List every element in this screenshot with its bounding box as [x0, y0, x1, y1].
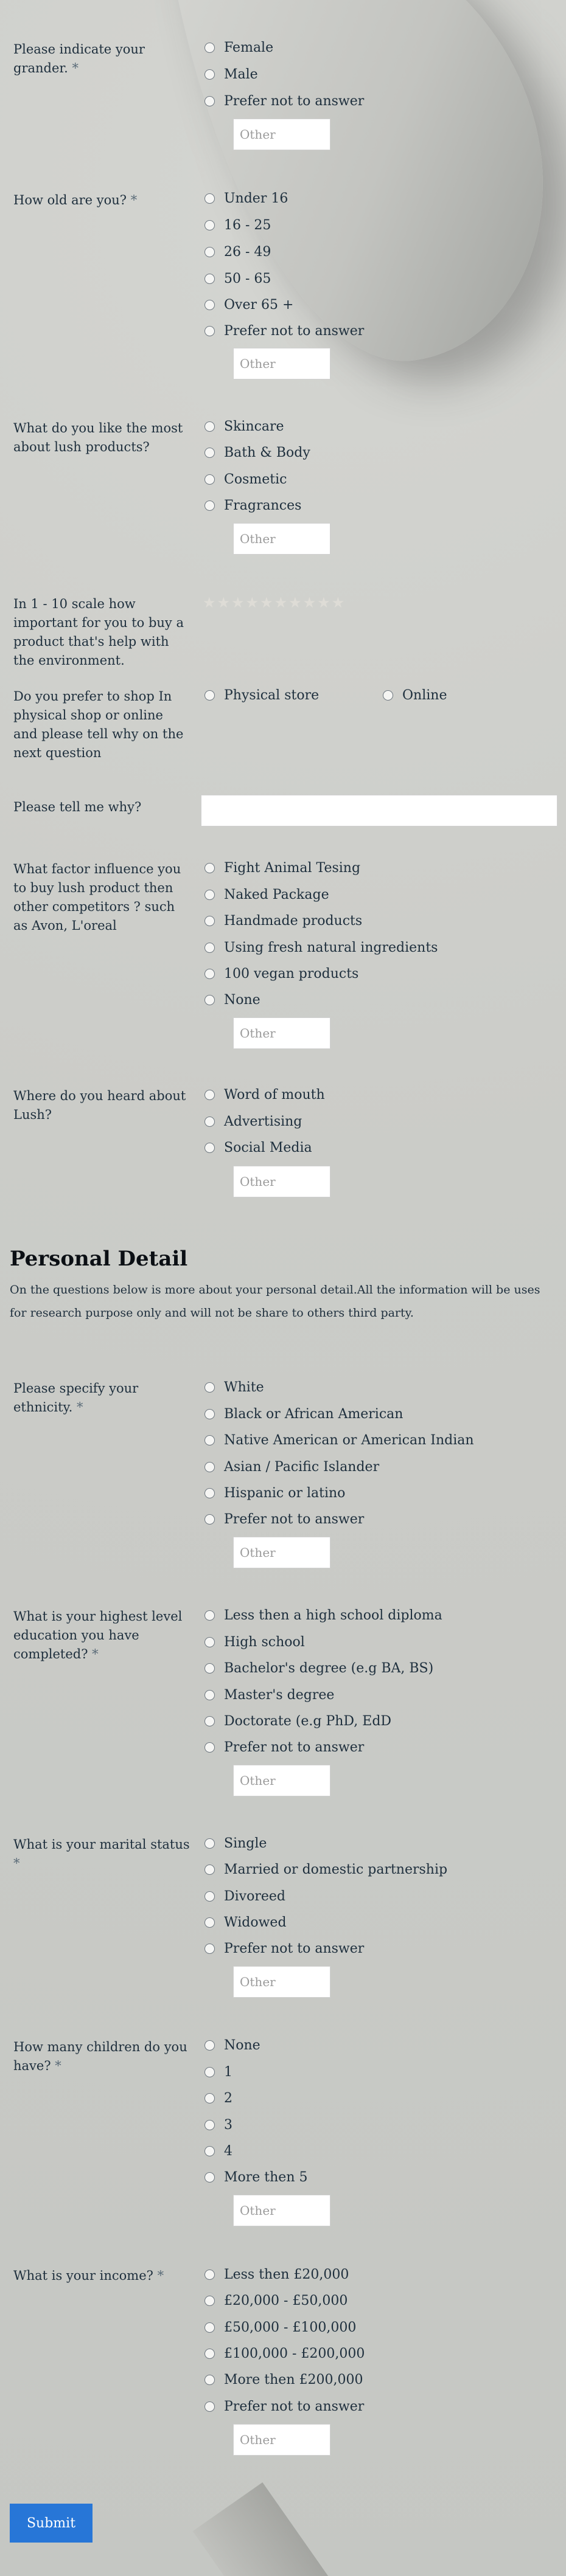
background-stripe-shape: [193, 2482, 368, 2576]
option-marital-widowed[interactable]: Widowed: [204, 1913, 287, 1931]
radio-button[interactable]: [383, 690, 393, 701]
radio-button[interactable]: [204, 2120, 215, 2130]
education-other-input[interactable]: [233, 1765, 330, 1796]
option-ethnicity-white[interactable]: White: [204, 1378, 264, 1396]
required-mark: *: [13, 1856, 20, 1871]
radio-button[interactable]: [204, 2172, 215, 2183]
radio-button[interactable]: [204, 1838, 215, 1849]
required-mark: *: [130, 193, 138, 207]
radio-button[interactable]: [204, 690, 215, 701]
radio-button[interactable]: [204, 1663, 215, 1674]
radio-button[interactable]: [204, 2093, 215, 2103]
star-icon[interactable]: ★: [231, 594, 245, 611]
income-other-input[interactable]: [233, 2424, 330, 2456]
age-other-input[interactable]: [233, 348, 330, 379]
star-icon[interactable]: ★: [203, 594, 216, 611]
question-factor: What factor influence you to buy lush product then other competitors ? such as Avon, L'oreal: [13, 862, 181, 933]
option-factor-animal-testing[interactable]: Fight Animal Tesing: [204, 859, 360, 877]
question-ethnicity: Please specify your ethnicity. *: [13, 1381, 139, 1414]
radio-button[interactable]: [204, 1117, 215, 1127]
option-ethnicity-hispanic[interactable]: Hispanic or latino: [204, 1484, 345, 1502]
option-children-more-5[interactable]: More then 5: [204, 2168, 308, 2186]
option-likes-skincare[interactable]: Skincare: [204, 417, 284, 435]
option-children-3[interactable]: 3: [204, 2116, 232, 2134]
children-other-input[interactable]: [233, 2195, 330, 2226]
option-education-master[interactable]: Master's degree: [204, 1686, 334, 1704]
radio-button[interactable]: [204, 969, 215, 979]
radio-button[interactable]: [204, 1716, 215, 1726]
radio-button[interactable]: [204, 247, 215, 257]
option-children-2[interactable]: 2: [204, 2089, 232, 2107]
radio-button[interactable]: [204, 69, 215, 80]
option-marital-prefer-not[interactable]: Prefer not to answer: [204, 1939, 364, 1958]
star-icon[interactable]: ★: [217, 594, 231, 611]
radio-button[interactable]: [204, 474, 215, 485]
option-factor-vegan[interactable]: 100 vegan products: [204, 964, 358, 983]
star-icon[interactable]: ★: [317, 594, 330, 611]
required-mark: *: [55, 2058, 61, 2073]
radio-button[interactable]: [204, 2322, 215, 2333]
radio-button[interactable]: [204, 193, 215, 204]
option-gender-male[interactable]: Male: [204, 65, 258, 83]
option-marital-married[interactable]: Married or domestic partnership: [204, 1860, 447, 1878]
question-scale: In 1 - 10 scale how important for you to buy a product that's help with the environment.: [13, 597, 184, 668]
option-gender-female[interactable]: Female: [204, 38, 273, 57]
star-icon[interactable]: ★: [302, 594, 316, 611]
radio-button[interactable]: [204, 1610, 215, 1621]
radio-button[interactable]: [204, 326, 215, 336]
question-age: How old are you? *: [13, 193, 138, 207]
radio-button[interactable]: [204, 2270, 215, 2280]
required-mark: *: [92, 1647, 99, 1661]
option-gender-prefer-not[interactable]: Prefer not to answer: [204, 92, 364, 110]
question-heard: Where do you heard about Lush?: [13, 1089, 186, 1122]
option-factor-naked-package[interactable]: Naked Package: [204, 885, 329, 904]
option-ethnicity-prefer-not[interactable]: Prefer not to answer: [204, 1510, 364, 1528]
radio-button[interactable]: [204, 421, 215, 432]
radio-button[interactable]: [204, 1891, 215, 1902]
question-likes: What do you like the most about lush products?: [13, 421, 183, 454]
radio-button[interactable]: [204, 300, 215, 310]
question-gender: Please indicate your grander. *: [13, 42, 145, 75]
radio-button[interactable]: [204, 1090, 215, 1100]
radio-button[interactable]: [204, 1488, 215, 1498]
option-education-high-school[interactable]: High school: [204, 1633, 305, 1651]
option-income-prefer-not[interactable]: Prefer not to answer: [204, 2397, 364, 2415]
option-age-16-25[interactable]: 16 - 25: [204, 216, 271, 234]
factor-other-input[interactable]: [233, 1017, 330, 1049]
option-age-under-16[interactable]: Under 16: [204, 189, 288, 207]
option-children-4[interactable]: 4: [204, 2142, 232, 2160]
option-factor-none[interactable]: None: [204, 991, 260, 1009]
option-likes-fragrances[interactable]: Fragrances: [204, 496, 301, 514]
required-mark: *: [157, 2268, 164, 2283]
option-factor-handmade[interactable]: Handmade products: [204, 912, 362, 930]
option-heard-social-media[interactable]: Social Media: [204, 1138, 312, 1157]
radio-button[interactable]: [204, 890, 215, 900]
radio-button[interactable]: [204, 1143, 215, 1153]
option-education-bachelor[interactable]: Bachelor's degree (e.g BA, BS): [204, 1659, 433, 1677]
radio-button[interactable]: [204, 1944, 215, 1954]
option-shop-online[interactable]: Online: [383, 686, 447, 704]
radio-button[interactable]: [204, 943, 215, 953]
radio-button[interactable]: [204, 500, 215, 511]
radio-button[interactable]: [204, 863, 215, 873]
radio-button[interactable]: [204, 274, 215, 284]
marital-other-input[interactable]: [233, 1966, 330, 1998]
submit-button[interactable]: Submit: [10, 2504, 93, 2543]
radio-button[interactable]: [204, 96, 215, 106]
radio-button[interactable]: [204, 1409, 215, 1419]
option-likes-bath-body[interactable]: Bath & Body: [204, 443, 310, 462]
section-title: Personal Detail: [10, 1247, 188, 1271]
option-children-none[interactable]: None: [204, 2036, 260, 2054]
option-factor-natural-ingredients[interactable]: Using fresh natural ingredients: [204, 938, 438, 957]
option-income-100k-200k[interactable]: £100,000 - £200,000: [204, 2344, 365, 2363]
likes-other-input[interactable]: [233, 523, 330, 555]
option-ethnicity-black[interactable]: Black or African American: [204, 1405, 403, 1423]
radio-button[interactable]: [204, 916, 215, 926]
option-shop-physical[interactable]: Physical store: [204, 686, 319, 704]
option-children-1[interactable]: 1: [204, 2063, 232, 2081]
star-rating[interactable]: [203, 594, 344, 612]
question-shop: Do you prefer to shop In physical shop or online and please tell why on the next question: [13, 689, 184, 760]
required-mark: *: [77, 1400, 83, 1414]
radio-button[interactable]: [204, 1742, 215, 1753]
why-text-input[interactable]: [201, 795, 557, 826]
question-why: Please tell me why?: [13, 800, 142, 814]
radio-button[interactable]: [204, 2040, 215, 2051]
option-marital-divorced[interactable]: Divoreed: [204, 1887, 285, 1905]
option-income-more-200k[interactable]: More then £200,000: [204, 2370, 363, 2389]
radio-button[interactable]: [204, 2401, 215, 2412]
question-education: What is your highest level education you have completed? *: [13, 1609, 183, 1661]
section-description: On the questions below is more about your personal detail.All the information will be uses for research purpose only and will not be share to others third party.: [10, 1283, 540, 1320]
radio-button[interactable]: [204, 2296, 215, 2306]
gender-other-input[interactable]: [233, 119, 330, 150]
required-mark: *: [72, 61, 79, 75]
radio-button[interactable]: [204, 995, 215, 1005]
star-icon[interactable]: ★: [274, 594, 288, 611]
radio-button[interactable]: [204, 2349, 215, 2359]
option-age-50-65[interactable]: 50 - 65: [204, 269, 271, 288]
radio-button[interactable]: [204, 220, 215, 230]
star-icon[interactable]: ★: [331, 594, 345, 611]
star-icon[interactable]: ★: [288, 594, 302, 611]
radio-button[interactable]: [204, 1864, 215, 1875]
option-ethnicity-asian[interactable]: Asian / Pacific Islander: [204, 1458, 379, 1476]
radio-button[interactable]: [204, 1917, 215, 1928]
question-income: What is your income? *: [13, 2268, 164, 2283]
heard-other-input[interactable]: [233, 1166, 330, 1197]
option-heard-word-of-mouth[interactable]: Word of mouth: [204, 1085, 325, 1104]
radio-button[interactable]: [204, 2067, 215, 2077]
radio-button[interactable]: [204, 1514, 215, 1525]
radio-button[interactable]: [204, 43, 215, 53]
option-income-less-20k[interactable]: Less then £20,000: [204, 2265, 349, 2283]
ethnicity-other-input[interactable]: [233, 1537, 330, 1568]
option-age-over-65[interactable]: Over 65 +: [204, 296, 293, 314]
option-age-prefer-not[interactable]: Prefer not to answer: [204, 322, 364, 340]
radio-button[interactable]: [204, 1462, 215, 1472]
radio-button[interactable]: [204, 1637, 215, 1647]
radio-button[interactable]: [204, 1435, 215, 1446]
option-ethnicity-native[interactable]: Native American or American Indian: [204, 1431, 474, 1449]
radio-button[interactable]: [204, 448, 215, 458]
option-age-26-49[interactable]: 26 - 49: [204, 243, 271, 261]
question-children: How many children do you have? *: [13, 2040, 187, 2073]
star-icon[interactable]: ★: [245, 594, 259, 611]
radio-button[interactable]: [204, 2375, 215, 2385]
option-income-20k-50k[interactable]: £20,000 - £50,000: [204, 2291, 348, 2310]
option-education-less-high-school[interactable]: Less then a high school diploma: [204, 1606, 442, 1624]
option-marital-single[interactable]: Single: [204, 1834, 267, 1852]
radio-button[interactable]: [204, 2146, 215, 2156]
option-education-prefer-not[interactable]: Prefer not to answer: [204, 1738, 364, 1756]
radio-button[interactable]: [204, 1690, 215, 1700]
option-heard-advertising[interactable]: Advertising: [204, 1112, 302, 1130]
option-income-50k-100k[interactable]: £50,000 - £100,000: [204, 2318, 356, 2336]
option-education-doctorate[interactable]: Doctorate (e.g PhD, EdD: [204, 1712, 391, 1730]
radio-button[interactable]: [204, 1382, 215, 1393]
question-marital: What is your marital status *: [13, 1837, 190, 1871]
star-icon[interactable]: ★: [260, 594, 273, 611]
option-likes-cosmetic[interactable]: Cosmetic: [204, 470, 287, 488]
